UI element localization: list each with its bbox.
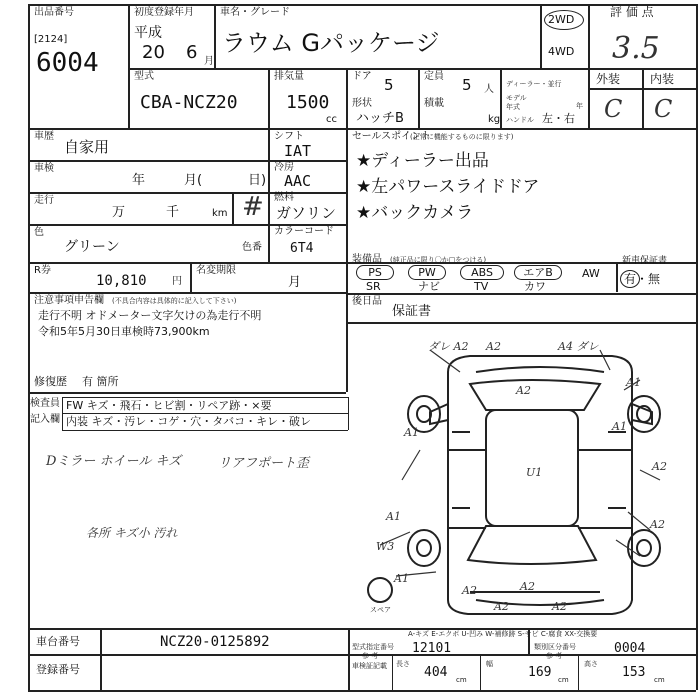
inspector-row-1: FW キズ・飛石・ヒビ割・リペア跡・×要 [66, 399, 272, 412]
sales-point-2: ★左パワースライドドア [356, 177, 540, 197]
diagram-mark-a2-windshield: A2 [516, 384, 531, 397]
ac-label: 冷房 [274, 162, 294, 173]
fuel: ガソリン [276, 204, 337, 222]
body-shape: ハッチB [356, 111, 404, 126]
doors: 5 [384, 76, 394, 94]
registration-year: 20 [142, 42, 165, 63]
color-code-label: カラーコード [274, 226, 334, 237]
repair-value: 有 箇所 [82, 375, 119, 388]
model-code: CBA-NCZ20 [140, 92, 238, 113]
mileage-label: 走行 [34, 195, 54, 206]
capacity-label: 定員 [424, 71, 444, 82]
height-unit: cm [654, 676, 665, 684]
door-label: ドア [352, 71, 372, 82]
chassis-label: 車台番号 [36, 635, 80, 648]
sales-point-3: ★バックカメラ [356, 203, 474, 223]
warranty-value: 有・無 [624, 272, 661, 286]
color: グリーン [64, 239, 120, 255]
length-unit: cm [456, 676, 467, 684]
width-label: 幅 [486, 660, 493, 668]
tax-label: 名変期限 [196, 265, 236, 276]
attention-label: 注意事項申告欄 [34, 295, 104, 306]
class-number: 0004 [614, 641, 646, 656]
sales-points-label: セールスポイント [352, 131, 432, 142]
lot-number-label: 出品番号 [34, 7, 74, 18]
month-unit: 月 [204, 56, 214, 67]
shift: IAT [284, 142, 312, 160]
handle-label: ハンドル [506, 116, 534, 124]
model-year-label: モデル 年式 [506, 94, 527, 111]
mileage-man: 万 [112, 205, 126, 220]
diagram-mark-a1-right-door: A1 [612, 420, 627, 433]
repair-label: 修復歴 [34, 375, 67, 388]
model-spec-label: 型式指定番号 [352, 643, 394, 651]
car-name-label: 車名・グレード [220, 7, 290, 18]
kg-unit: kg [488, 114, 501, 125]
cc-unit: cc [326, 114, 337, 125]
extras-label: 後日品 [352, 296, 382, 307]
shape-label: 形状 [352, 98, 372, 109]
model-spec-sub: 参 考 [362, 652, 379, 660]
inspector-label-2: 記入欄 [30, 414, 60, 425]
equipment-leather: カワ [524, 280, 546, 293]
hash-mark: # [242, 192, 264, 222]
inspection-year: 年 [132, 173, 146, 188]
chassis-number: NCZ20-0125892 [160, 634, 270, 650]
diagram-mark-a2-right: A2 [652, 460, 667, 473]
width: 169 [528, 665, 552, 680]
year-unit: 年 [576, 102, 583, 110]
exterior-grade: C [604, 95, 623, 123]
interior-grade: C [654, 95, 673, 123]
registration-label: 登録番号 [36, 663, 80, 676]
model-label: 型式 [134, 71, 154, 82]
drive-2wd: 2WD [548, 13, 575, 26]
equipment-pw: PW [408, 265, 446, 280]
score-label: 評 価 点 [610, 5, 654, 19]
equipment-aw: AW [582, 267, 600, 280]
equipment-sr: SR [366, 280, 381, 293]
warranty-label: 新車保証書 [622, 256, 668, 266]
equipment-abs: ABS [460, 265, 504, 280]
diagram-mark-top-1: ダレ A2 [428, 340, 469, 353]
registration-month: 6 [186, 42, 198, 63]
shift-label: シフト [274, 131, 304, 142]
diagram-mark-a2-bumper-left: A2 [494, 600, 509, 613]
equipment-airbag: エアB [514, 265, 562, 280]
sales-points-note: (正常に機能するものに限ります) [410, 133, 514, 141]
diagram-mark-top-4: A1 [626, 376, 641, 389]
fuel-label: 燃料 [274, 192, 294, 203]
inspection-month: 月( [184, 173, 203, 188]
lot-sub-number: [2124] [34, 34, 68, 45]
spare-label: スペア [370, 606, 391, 614]
class-sub: 参 考 [546, 652, 563, 660]
load-label: 積載 [424, 98, 444, 109]
attention-line-2: 令和5年5月30日車検時73,900km [38, 325, 210, 338]
length: 404 [424, 665, 448, 680]
diagram-mark-top-3: A4 ダレ [558, 340, 599, 353]
equipment-navi: ナビ [418, 280, 440, 293]
diagram-mark-top-2: A2 [486, 340, 501, 353]
recycle-amount: 10,810 [96, 273, 147, 289]
tax-month: 月 [288, 275, 302, 290]
registration-era: 平成 [134, 25, 162, 41]
color-label: 色 [34, 227, 44, 238]
diagram-mark-a2-bumper-right: A2 [552, 600, 567, 613]
diagram-mark-a1-door: A1 [386, 510, 401, 523]
length-label: 長さ [396, 660, 410, 668]
color-code: 6T4 [290, 241, 314, 256]
person-unit: 人 [484, 84, 494, 95]
model-spec-number: 12101 [412, 641, 452, 656]
history: 自家用 [64, 138, 110, 156]
diagram-legend: A-キズ E-エクボ U-凹み W-補修跡 S-サビ C-腐食 XX-交換要 [408, 630, 598, 638]
score: 3.5 [612, 31, 660, 66]
inspection-day: 日) [248, 173, 267, 188]
attention-line-1: 走行不明 オドメーター文字欠けの為走行不明 [38, 309, 262, 322]
capacity: 5 [462, 76, 472, 94]
handle: 左・右 [542, 112, 575, 125]
yen-unit: 円 [172, 276, 182, 287]
inspector-row-2: 内装 キズ・汚レ・コゲ・穴・タバコ・キレ・破レ [66, 415, 312, 428]
equipment-note: (純正品に限り〇か□をつける) [390, 256, 487, 264]
height: 153 [622, 665, 646, 680]
ac: AAC [284, 172, 312, 190]
attention-note: (不具合内容は具体的に記入して下さい) [112, 297, 237, 305]
diagram-mark-a2-quarter: A2 [462, 584, 477, 597]
equipment-tv: TV [474, 280, 489, 293]
km-unit: km [212, 208, 228, 219]
equipment-label: 装備品 [352, 254, 382, 265]
drive-4wd: 4WD [548, 45, 575, 58]
diagram-mark-a1-rear: A1 [394, 572, 409, 585]
mileage-sen: 千 [166, 205, 180, 220]
recycle-label: R券 [34, 265, 51, 276]
diagram-mark-u1: U1 [526, 466, 543, 479]
handwritten-note-3: 各所 キズ小 汚れ [86, 526, 178, 540]
interior-label: 内装 [650, 72, 675, 86]
handwritten-note-1: Dミラー ホイール キズ [46, 454, 182, 469]
color-number-label: 色番 [242, 242, 262, 253]
dealer-label: ディーラー・並行 [506, 80, 562, 88]
inspector-label-1: 検査員 [30, 398, 60, 409]
inspection-label: 車検 [34, 163, 54, 174]
diagram-mark-a2-rear-right: A2 [650, 518, 665, 531]
cert-label: 車検証記載 [352, 662, 387, 670]
diagram-mark-w3: W3 [376, 540, 395, 553]
extras-value: 保証書 [392, 304, 432, 319]
class-label: 類別区分番号 [534, 643, 576, 651]
car-name: ラウム Gパッケージ [222, 29, 440, 57]
diagram-mark-a2-rear: A2 [520, 580, 535, 593]
lot-number: 6004 [36, 48, 99, 78]
handwritten-note-2: リアフポート歪 [218, 456, 310, 471]
width-unit: cm [558, 676, 569, 684]
first-registration-label: 初度登録年月 [134, 7, 194, 18]
height-label: 高さ [584, 660, 598, 668]
displacement: 1500 [286, 92, 330, 113]
exterior-label: 外装 [596, 72, 621, 86]
history-label: 車歴 [34, 131, 54, 142]
equipment-ps: PS [356, 265, 394, 280]
diagram-mark-a1-left: A1 [404, 426, 419, 439]
displacement-label: 排気量 [274, 71, 304, 82]
sales-point-1: ★ディーラー出品 [356, 151, 489, 171]
